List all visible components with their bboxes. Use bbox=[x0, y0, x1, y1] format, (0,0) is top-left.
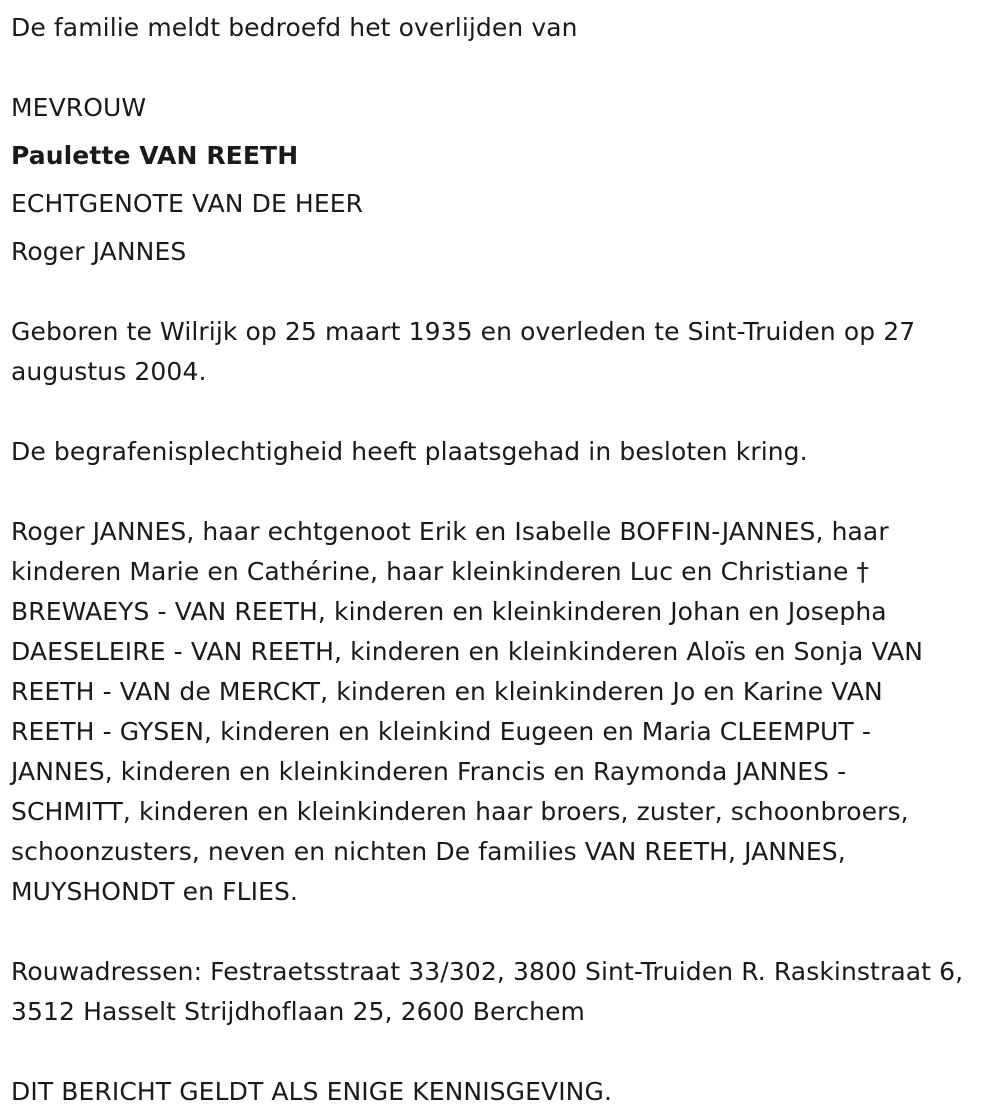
spacer bbox=[11, 912, 991, 952]
family-line: kinderen Marie en Cathérine, haar kleinkinderen Luc en Christiane † bbox=[11, 557, 870, 586]
spacer bbox=[11, 176, 991, 184]
spacer bbox=[11, 1032, 991, 1072]
spacer bbox=[11, 48, 991, 88]
deceased-name: Paulette VAN REETH bbox=[11, 141, 299, 170]
closing-notice: DIT BERICHT GELDT ALS ENIGE KENNISGEVING. bbox=[11, 1077, 612, 1106]
spacer bbox=[11, 472, 991, 512]
intro-text: De familie meldt bedroefd het overlijden van bbox=[11, 13, 578, 42]
obituary-document bbox=[11, 8, 991, 1112]
mourning-addresses: Rouwadressen: Festraetsstraat 33/302, 3800 Sint-Truiden R. Raskinstraat 6, 3512 Hasselt Strijdhoflaan 25, 2600 Berchem bbox=[11, 957, 964, 1026]
title-prefix: MEVROUW bbox=[11, 93, 147, 122]
spacer bbox=[11, 392, 991, 432]
family-line: SCHMITT, kinderen en kleinkinderen haar broers, zuster, schoonbroers, bbox=[11, 797, 909, 826]
family-line: JANNES, kinderen en kleinkinderen Francis en Raymonda JANNES - bbox=[11, 757, 847, 786]
family-line: BREWAEYS - VAN REETH, kinderen en kleinkinderen Johan en Josepha bbox=[11, 597, 887, 626]
spouse-name: Roger JANNES bbox=[11, 237, 187, 266]
family-line: REETH - GYSEN, kinderen en kleinkind Eugeen en Maria CLEEMPUT - bbox=[11, 717, 871, 746]
family-line: REETH - VAN de MERCKT, kinderen en kleinkinderen Jo en Karine VAN bbox=[11, 677, 883, 706]
family-line: MUYSHONDT en FLIES. bbox=[11, 877, 299, 906]
funeral-notice: De begrafenisplechtigheid heeft plaatsgehad in besloten kring. bbox=[11, 437, 808, 466]
spouse-label: ECHTGENOTE VAN DE HEER bbox=[11, 189, 364, 218]
spacer bbox=[11, 224, 991, 232]
family-paragraph bbox=[11, 512, 991, 912]
spacer bbox=[11, 272, 991, 312]
family-line: schoonzusters, neven en nichten De families VAN REETH, JANNES, bbox=[11, 837, 846, 866]
birth-death-paragraph: Geboren te Wilrijk op 25 maart 1935 en overleden te Sint-Truiden op 27 augustus 2004. bbox=[11, 317, 916, 386]
family-line: DAESELEIRE - VAN REETH, kinderen en kleinkinderen Aloïs en Sonja VAN bbox=[11, 637, 924, 666]
spacer bbox=[11, 128, 991, 136]
family-line: Roger JANNES, haar echtgenoot Erik en Isabelle BOFFIN-JANNES, haar bbox=[11, 517, 889, 546]
